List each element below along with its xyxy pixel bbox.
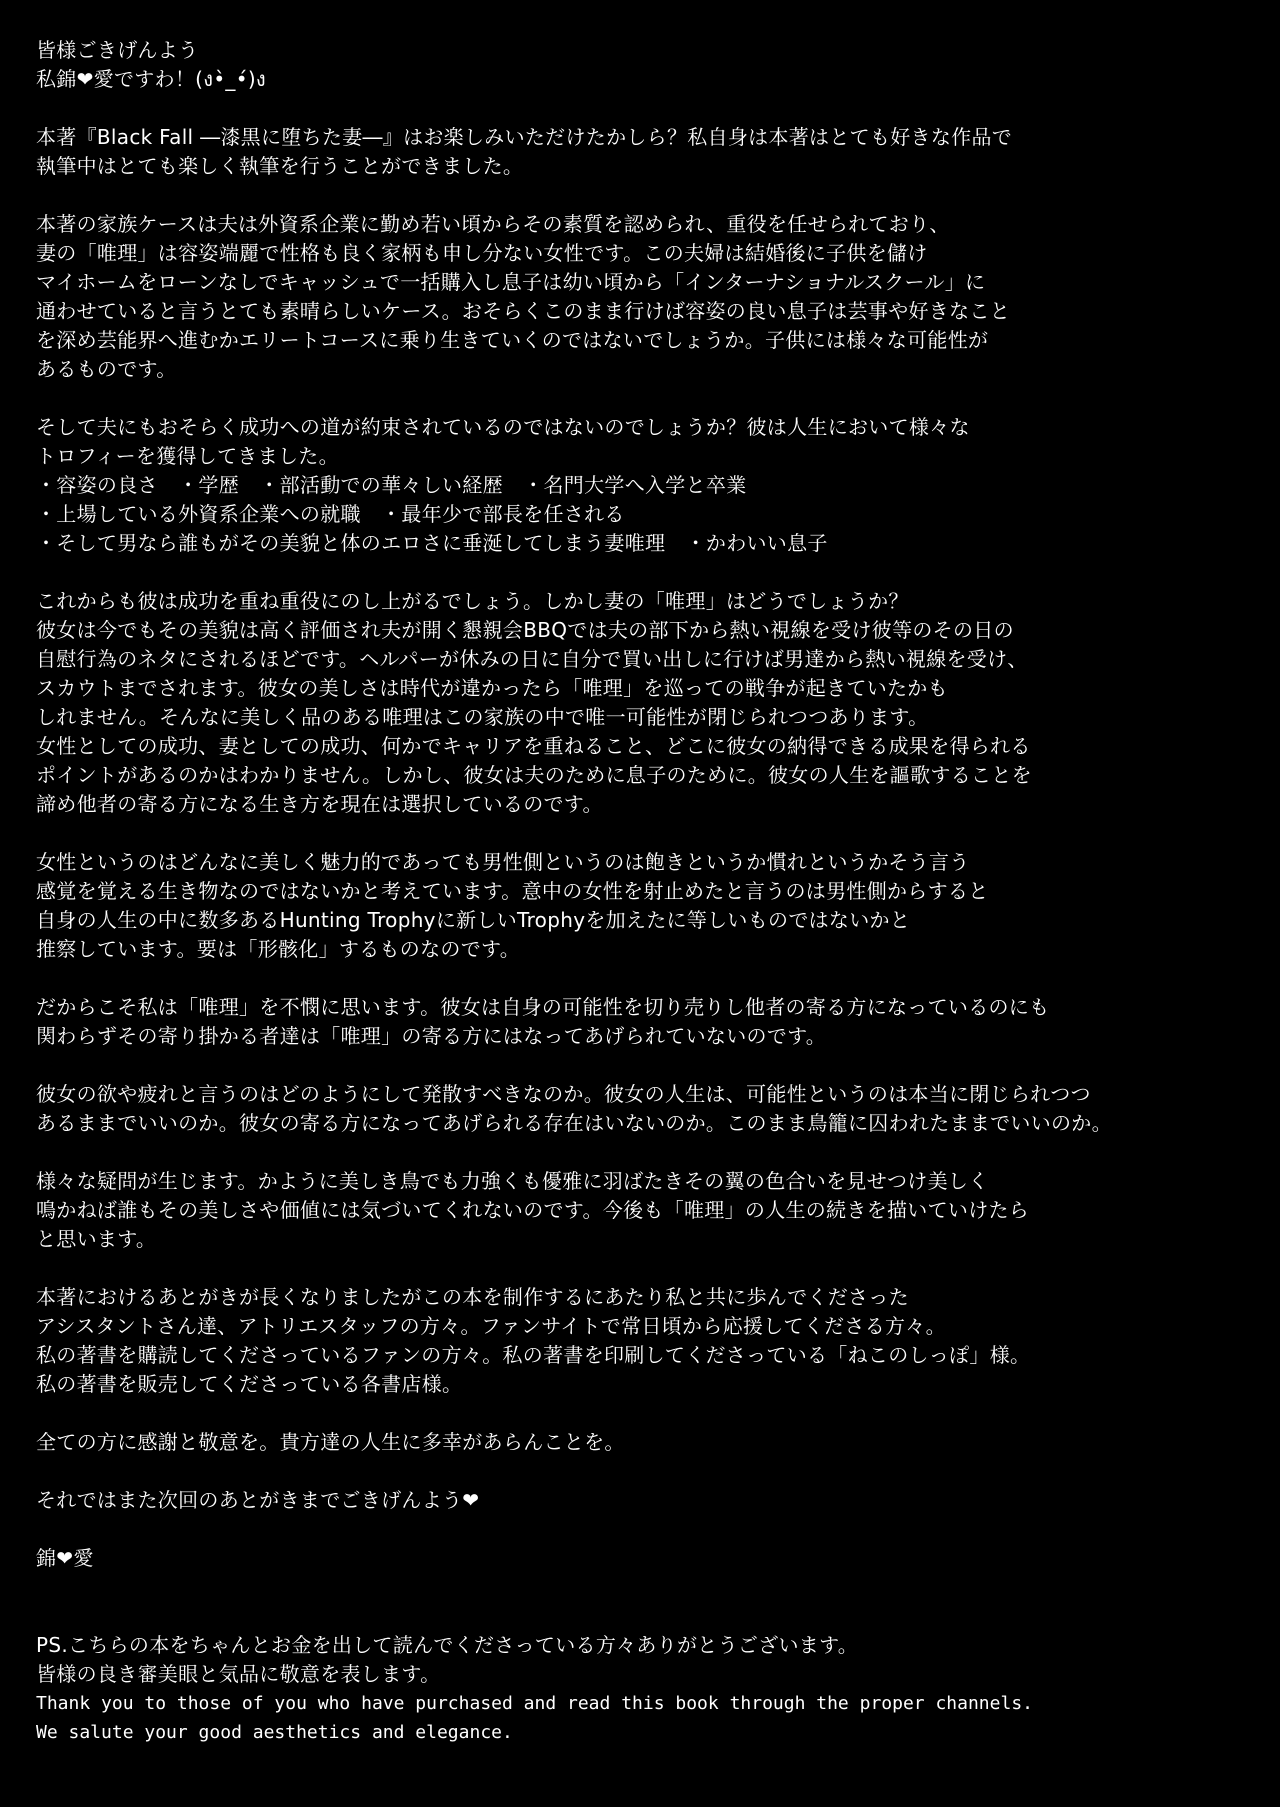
text-line: 女性としての成功、妻としての成功、何かでキャリアを重ねること、どこに彼女の納得できる成果を得られる <box>36 734 1031 758</box>
text-line: それではまた次回のあとがきまでごきげんよう❤ <box>36 1488 480 1512</box>
text-line: あるままでいいのか。彼女の寄る方になってあげられる存在はいないのか。このまま鳥籠に囚われたままでいいのか。 <box>36 1111 1112 1135</box>
closing <box>36 1486 1256 1515</box>
text-line: だからこそ私は「唯理」を不憫に思います。彼女は自身の可能性を切り売りし他者の寄る方になっているのにも <box>36 995 1050 1019</box>
ps-english-line: We salute your good aesthetics and elegance. <box>36 1722 513 1743</box>
trophy-list-item: ・容姿の良さ ・学歴 ・部活動での華々しい経歴 ・名門大学へ入学と卒業 <box>36 473 747 497</box>
paragraph <box>36 1428 1256 1457</box>
postscript <box>36 1631 1256 1747</box>
text-line: 私錦❤愛ですわ！(ง•̀_•́)ง <box>36 67 266 91</box>
paragraph <box>36 1167 1256 1254</box>
text-line: 本著『Black Fall ―漆黒に堕ちた妻―』はお楽しみいただけたかしら？私自身は本著はとても好きな作品で <box>36 125 1013 149</box>
signature <box>36 1544 1256 1573</box>
text-line: しれません。そんなに美しく品のある唯理はこの家族の中で唯一可能性が閉じられつつあります。 <box>36 705 929 729</box>
text-line: 私の著書を購読してくださっているファンの方々。私の著書を印刷してくださっている「ねこのしっぽ」様。 <box>36 1343 1031 1367</box>
text-line: 自身の人生の中に数多あるHunting Trophyに新しいTrophyを加えたに等しいものではないかと <box>36 908 911 932</box>
text-line: と思います。 <box>36 1227 157 1251</box>
text-line: マイホームをローンなしでキャッシュで一括購入し息子は幼い頃から「インターナショナルスクール」に <box>36 270 986 294</box>
paragraph <box>36 210 1256 384</box>
ps-line: 皆様の良き審美眼と気品に敬意を表します。 <box>36 1662 441 1686</box>
text-line: これからも彼は成功を重ね重役にのし上がるでしょう。しかし妻の「唯理」はどうでしょうか？ <box>36 589 909 613</box>
text-line: スカウトまでされます。彼女の美しさは時代が違かったら「唯理」を巡っての戦争が起きていたかも <box>36 676 948 700</box>
ps-english-line: Thank you to those of you who have purchased and read this book through the proper channels. <box>36 1693 1033 1714</box>
text-line: 皆様ごきげんよう <box>36 38 199 62</box>
text-line: 妻の「唯理」は容姿端麗で性格も良く家柄も申し分ない女性です。この夫婦は結婚後に子供を儲け <box>36 241 928 265</box>
trophy-list-item: ・そして男なら誰もがその美貌と体のエロさに垂涎してしまう妻唯理 ・かわいい息子 <box>36 531 828 555</box>
text-line: 彼女は今でもその美貌は高く評価され夫が開く懇親会BBQでは夫の部下から熱い視線を受け彼等のその日の <box>36 618 1014 642</box>
paragraph <box>36 848 1256 964</box>
paragraph <box>36 993 1256 1051</box>
greeting <box>36 36 1256 94</box>
author-signature: 錦❤愛 <box>36 1546 94 1570</box>
paragraph <box>36 413 1256 558</box>
text-line: 彼女の欲や疲れと言うのはどのようにして発散すべきなのか。彼女の人生は、可能性というのは本当に閉じられつつ <box>36 1082 1091 1106</box>
text-line: 全ての方に感謝と敬意を。貴方達の人生に多幸があらんことを。 <box>36 1430 625 1454</box>
paragraph <box>36 1283 1256 1399</box>
text-line: そして夫にもおそらく成功への道が約束されているのではないのでしょうか？彼は人生において様々な <box>36 415 970 439</box>
text-line: 私の著書を販売してくださっている各書店様。 <box>36 1372 463 1396</box>
paragraph <box>36 587 1256 819</box>
text-line: 本著の家族ケースは夫は外資系企業に勤め若い頃からその素質を認められ、重役を任せられており、 <box>36 212 950 236</box>
text-line: 女性というのはどんなに美しく魅力的であっても男性側というのは飽きというか慣れというかそう言う <box>36 850 970 874</box>
text-line: 通わせていると言うとても素晴らしいケース。おそらくこのまま行けば容姿の良い息子は芸事や好きなこと <box>36 299 1010 323</box>
text-line: 様々な疑問が生じます。かように美しき鳥でも力強くも優雅に羽ばたきその翼の色合いを見せつけ美しく <box>36 1169 989 1193</box>
text-line: 執筆中はとても楽しく執筆を行うことができました。 <box>36 154 524 178</box>
text-line: 自慰行為のネタにされるほどです。ヘルパーが休みの日に自分で買い出しに行けば男達から熱い視線を受け、 <box>36 647 1028 671</box>
text-line: 諦め他者の寄る方になる生き方を現在は選択しているのです。 <box>36 792 603 816</box>
text-line: 本著におけるあとがきが長くなりましたがこの本を制作するにあたり私と共に歩んでくださった <box>36 1285 909 1309</box>
text-line: を深め芸能界へ進むかエリートコースに乗り生きていくのではないでしょうか。子供には様々な可能性が <box>36 328 989 352</box>
text-line: 関わらずその寄り掛かる者達は「唯理」の寄る方にはなってあげられていないのです。 <box>36 1024 827 1048</box>
paragraph <box>36 1080 1256 1138</box>
trophy-list-item: ・上場している外資系企業への就職 ・最年少で部長を任される <box>36 502 625 526</box>
text-line: トロフィーを獲得してきました。 <box>36 444 339 468</box>
ps-line: PS.こちらの本をちゃんとお金を出して読んでくださっている方々ありがとうございます。 <box>36 1633 859 1657</box>
text-line: 推察しています。要は「形骸化」するものなのです。 <box>36 937 520 961</box>
text-line: 鳴かねば誰もその美しさや価値には気づいてくれないのです。今後も「唯理」の人生の続きを描いていけたら <box>36 1198 1030 1222</box>
text-line: あるものです。 <box>36 357 177 381</box>
text-line: 感覚を覚える生き物なのではないかと考えています。意中の女性を射止めたと言うのは男性側からすると <box>36 879 989 903</box>
text-line: ポイントがあるのかはわかりません。しかし、彼女は夫のために息子のために。彼女の人生を謳歌することを <box>36 763 1032 787</box>
afterword-body <box>36 36 1256 1747</box>
paragraph <box>36 123 1256 181</box>
afterword-page <box>36 36 1256 1747</box>
text-line: アシスタントさん達、アトリエスタッフの方々。ファンサイトで常日頃から応援してくださる方々。 <box>36 1314 946 1338</box>
